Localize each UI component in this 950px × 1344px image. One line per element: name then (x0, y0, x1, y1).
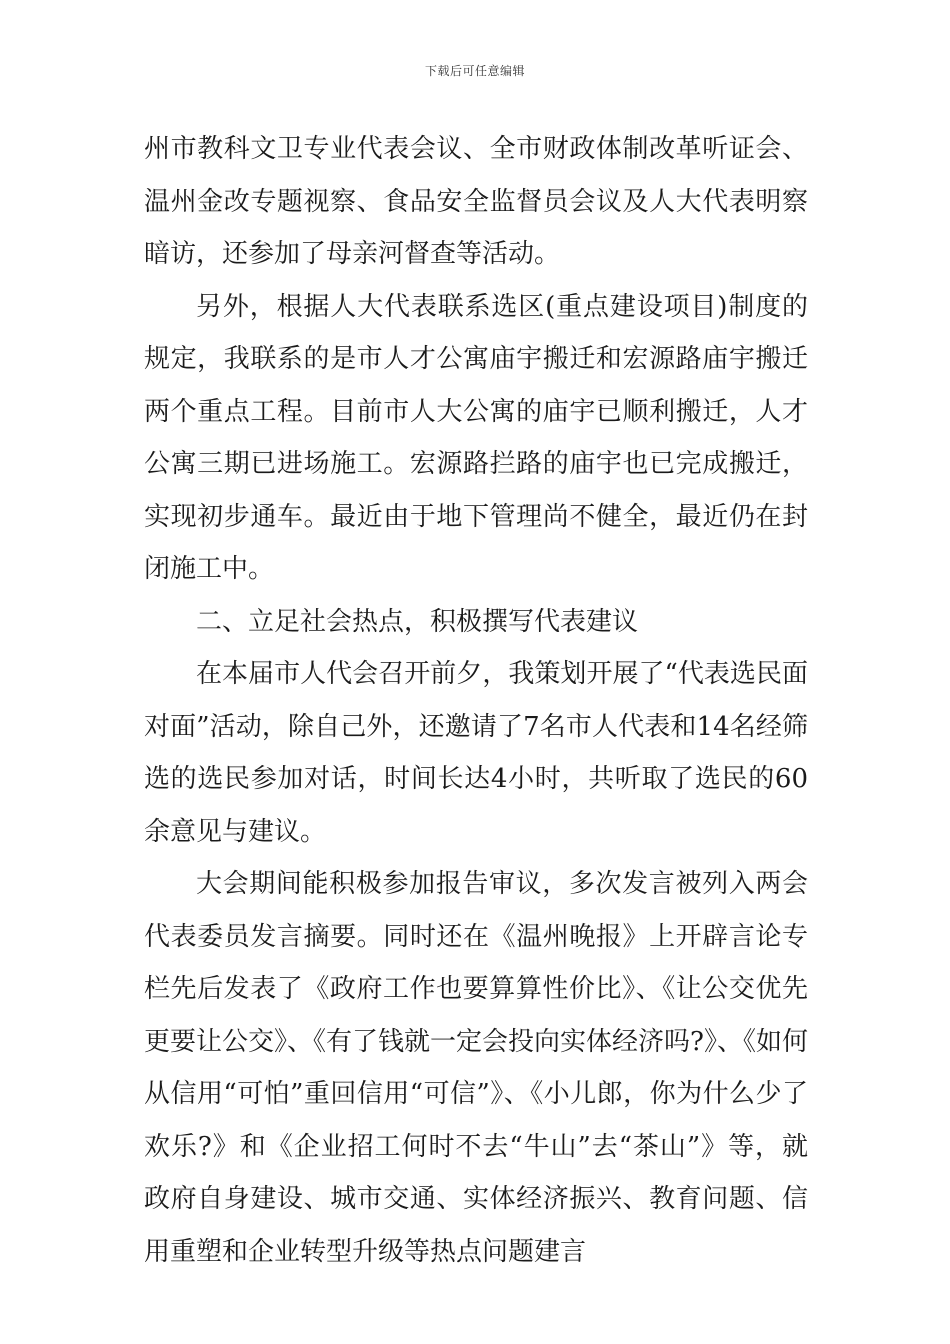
paragraph-continued: 州市教科文卫专业代表会议、全市财政体制改革听证会、温州金改专题视察、食品安全监督员会议及人大代表明察暗访，还参加了母亲河督查等活动。 (144, 134, 808, 269)
paragraph-voter-meeting: 在本届市人代会召开前夕，我策划开展了“代表选民面对面”活动，除自己外，还邀请了7名市人代表和14名经筛选的选民参加对话，时间长达4小时，共听取了选民的60余意见与建议。 (144, 659, 808, 847)
section-heading: 二、立足社会热点，积极撰写代表建议 (196, 606, 639, 637)
page-header: 下载后可任意编辑 (424, 64, 525, 78)
paragraph-contact-district: 另外，根据人大代表联系选区(重点建设项目)制度的规定，我联系的是市人才公寓庙宇搬迁和宏源路庙宇搬迁两个重点工程。目前市人大公寓的庙宇已顺利搬迁，人才公寓三期已进场施工。宏源路拦路的庙宇也已完成搬迁，实现初步通车。最近由于地下管理尚不健全，最近仍在封闭施工中。 (144, 291, 808, 584)
paragraph-congress-review: 大会期间能积极参加报告审议，多次发言被列入两会代表委员发言摘要。同时还在《温州晚报》上开辟言论专栏先后发表了《政府工作也要算算性价比》、《让公交优先更要让公交》、《有了钱就一定会投向实体经济吗?》、《如何从信用“可怕”重回信用“可信”》、《小儿郎，你为什么少了欢乐?》和《企业招工何时不去“牛山”去“茶山”》等，就政府自身建设、城市交通、实体经济振兴、教育问题、信用重塑和企业转型升级等热点问题建言 (144, 869, 808, 1267)
document-body (144, 123, 808, 1278)
